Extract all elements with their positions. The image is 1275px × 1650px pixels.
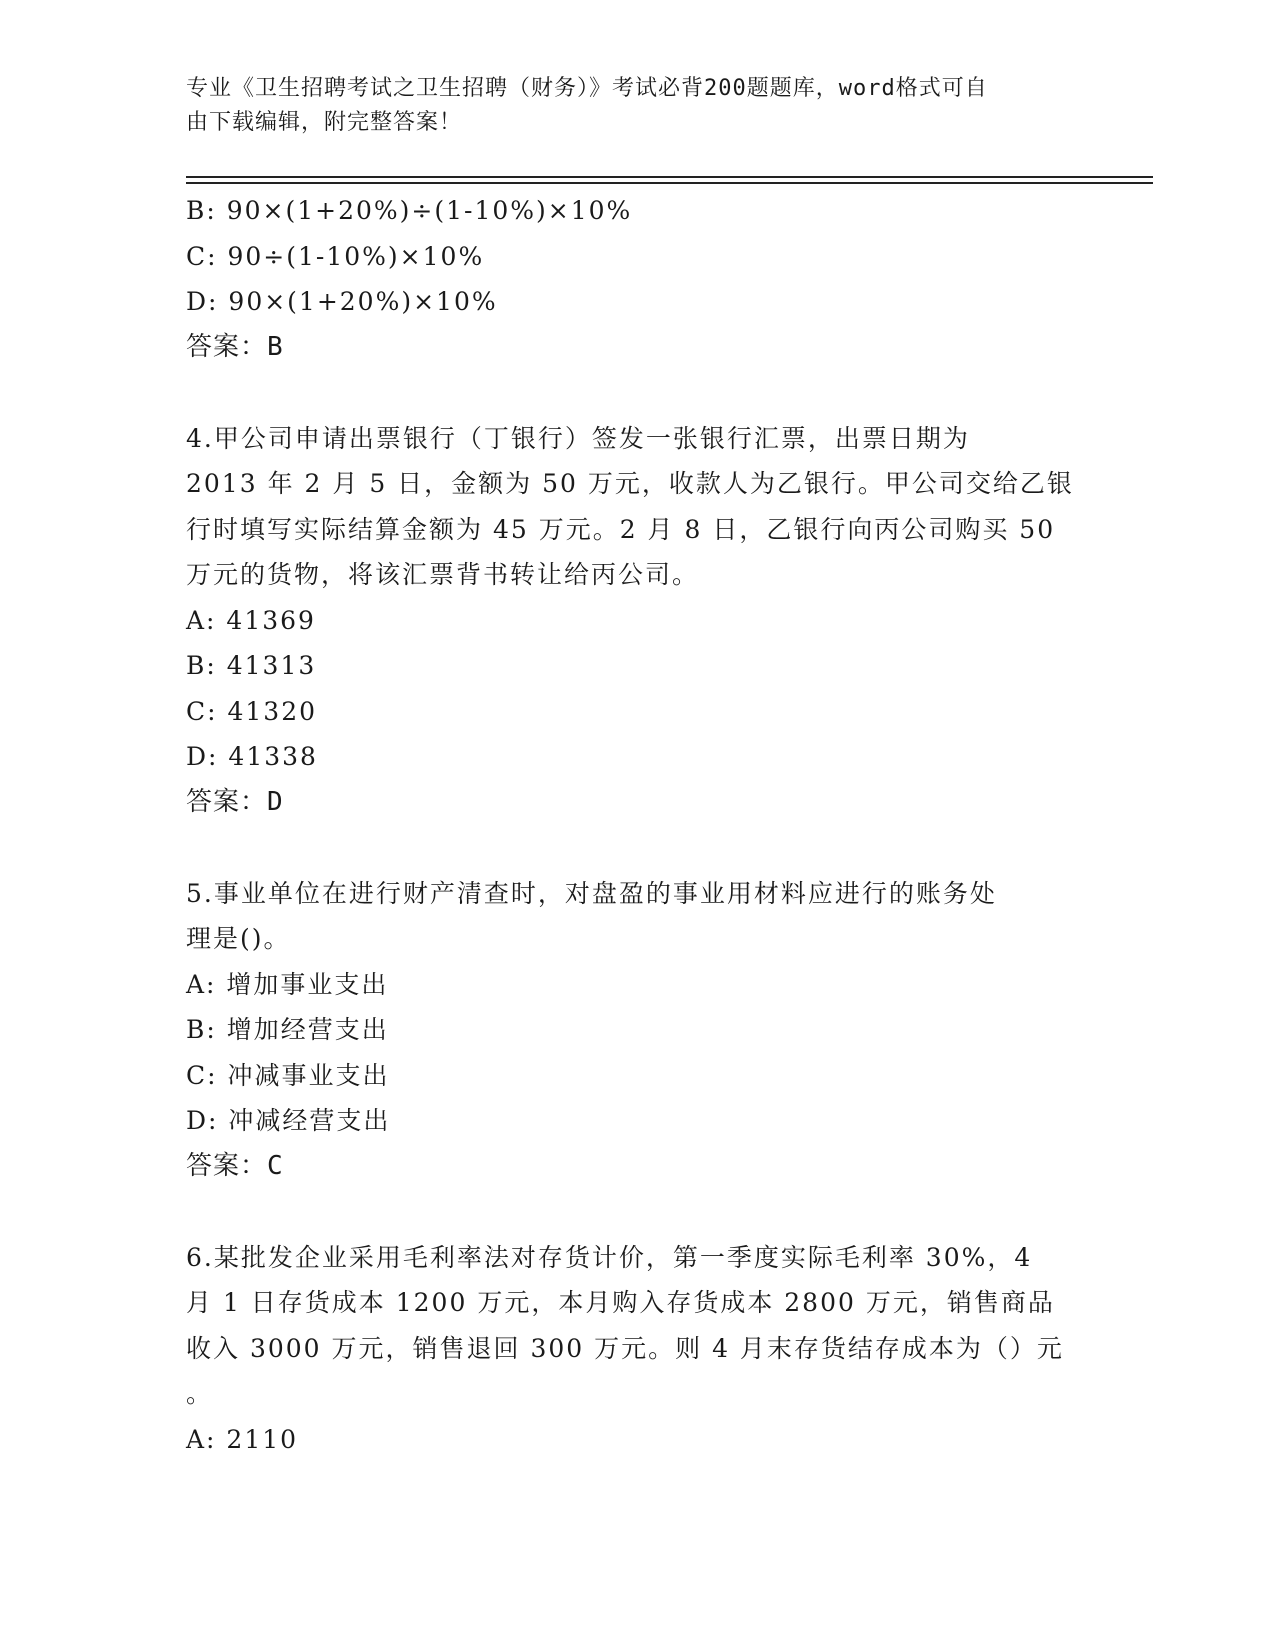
header-line-2: 由下载编辑，附完整答案！ <box>186 110 463 135</box>
question-stem: 行时填写实际结算金额为 45 万元。2 月 8 日，乙银行向丙公司购买 50 <box>186 514 1056 544</box>
document-header <box>186 72 1066 140</box>
option-d: D: 90×(1+20%)×10% <box>186 287 498 316</box>
option-b: B: 41313 <box>186 651 317 680</box>
option-b: B: 增加经营支出 <box>186 1015 389 1044</box>
spacer <box>186 1189 1086 1235</box>
question-stem: 6.某批发企业采用毛利率法对存货计价，第一季度实际毛利率 30%，4 <box>186 1242 1033 1272</box>
question-stem: 收入 3000 万元，销售退回 300 万元。则 4 月末存货结存成本为（）元 <box>186 1333 1064 1363</box>
question-3 <box>186 188 1086 370</box>
option-c: C: 冲减事业支出 <box>186 1060 390 1090</box>
question-stem: 2013 年 2 月 5 日，金额为 50 万元，收款人为乙银行。甲公司交给乙银 <box>186 469 1074 498</box>
option-a: A: 增加事业支出 <box>186 969 389 999</box>
option-c: C: 90÷(1-10%)×10% <box>186 241 485 271</box>
document-body <box>186 188 1086 1462</box>
spacer <box>186 825 1086 871</box>
answer: 答案：D <box>186 786 284 817</box>
question-stem: 理是()。 <box>186 924 291 953</box>
option-a: A: 41369 <box>186 605 316 635</box>
spacer <box>186 370 1086 416</box>
question-4 <box>186 416 1086 826</box>
header-line-1: 专业《卫生招聘考试之卫生招聘（财务）》考试必背200题题库，word格式可自 <box>186 76 988 101</box>
answer: 答案：C <box>186 1150 284 1181</box>
option-a: A: 2110 <box>186 1424 299 1454</box>
question-stem: 万元的货物，将该汇票背书转让给丙公司。 <box>186 560 700 589</box>
header-rule-top <box>186 176 1153 178</box>
question-stem: 5.事业单位在进行财产清查时，对盘盈的事业用材料应进行的账务处 <box>186 878 997 908</box>
answer: 答案：B <box>186 331 284 362</box>
header-rule-bottom <box>186 182 1153 184</box>
question-stem: 月 1 日存货成本 1200 万元，本月购入存货成本 2800 万元，销售商品 <box>186 1288 1055 1317</box>
question-6 <box>186 1235 1086 1463</box>
option-d: D: 冲减经营支出 <box>186 1106 391 1135</box>
question-5 <box>186 871 1086 1190</box>
question-stem: 。 <box>186 1379 214 1408</box>
option-d: D: 41338 <box>186 742 318 771</box>
question-stem: 4.甲公司申请出票银行（丁银行）签发一张银行汇票，出票日期为 <box>186 423 970 453</box>
option-b: B: 90×(1+20%)÷(1-10%)×10% <box>186 196 633 225</box>
option-c: C: 41320 <box>186 696 318 726</box>
